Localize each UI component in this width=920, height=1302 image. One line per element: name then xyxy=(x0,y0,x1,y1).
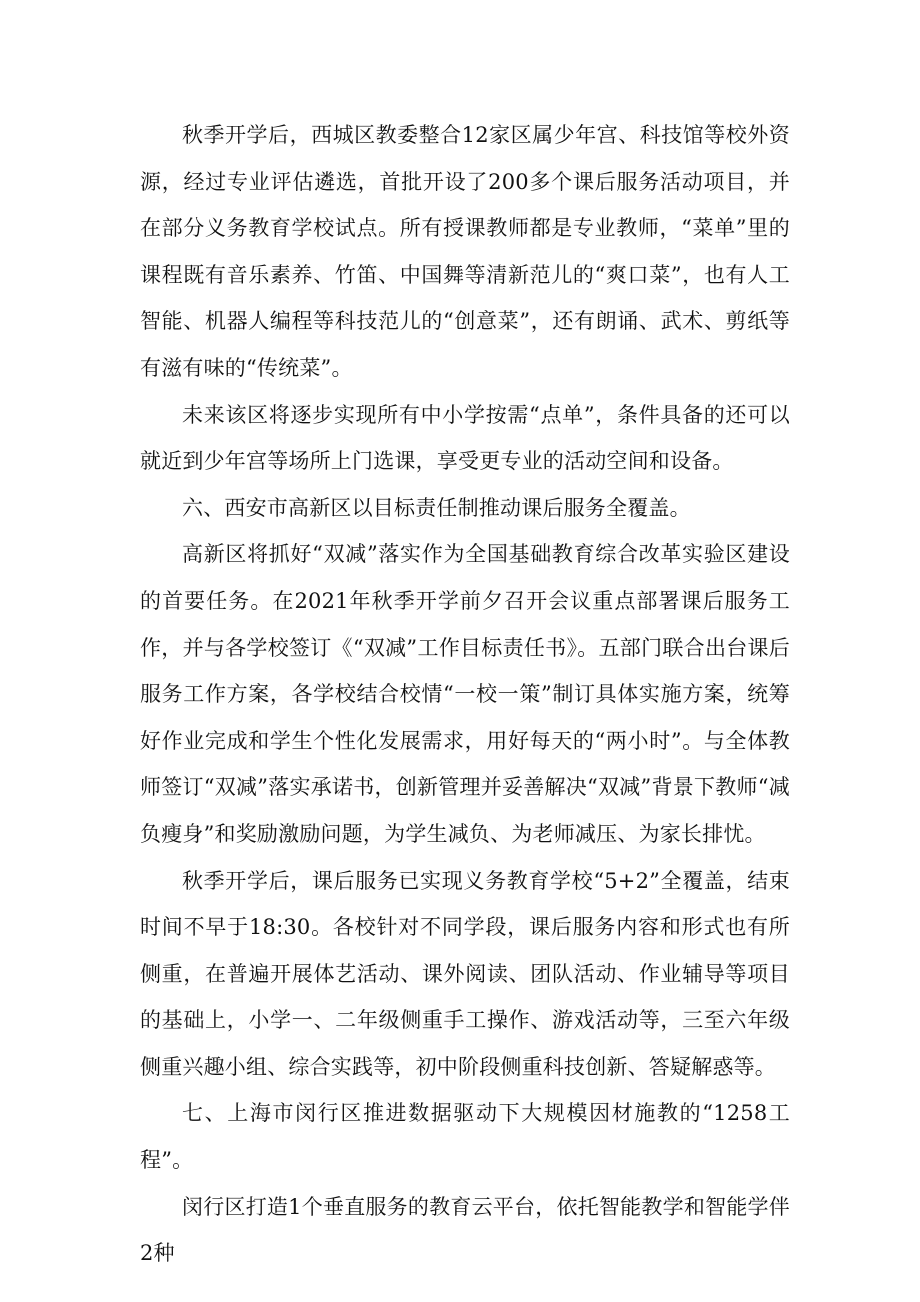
section-heading-xian: 六、西安市高新区以目标责任制推动课后服务全覆盖。 xyxy=(182,495,691,520)
section-heading-minhang: 七、上海市闵行区推进数据驱动下大规模因材施教的“1258工程”。 xyxy=(140,1101,790,1173)
paragraph-minhang-platform: 闵行区打造1个垂直服务的教育云平台，依托智能教学和智能学伴2种 xyxy=(140,1194,790,1266)
paragraph-xian-coverage: 秋季开学后，课后服务已实现义务教育学校“5+2”全覆盖，结束时间不早于18:30。各校针对不同学段，课后服务内容和形式也有所侧重，在普遍开展体艺活动、课外阅读、团队活动、作业辅导等项目的基础上，小学一、二年级侧重手工操作、游戏活动等，三至六年级侧重兴趣小组、综合实践等，初中阶段侧重科技创新、答疑解惑等。 xyxy=(140,868,790,1079)
paragraph-xicheng-future: 未来该区将逐步实现所有中小学按需“点单”，条件具备的还可以就近到少年宫等场所上门选课，享受更专业的活动空间和设备。 xyxy=(140,402,790,474)
paragraph-xian-measures: 高新区将抓好“双减”落实作为全国基础教育综合改革实验区建设的首要任务。在2021年秋季开学前夕召开会议重点部署课后服务工作，并与各学校签订《“双减”工作目标责任书》。五部门联合出台课后服务工作方案，各学校结合校情“一校一策”制订具体实施方案，统筹好作业完成和学生个性化发展需求，用好每天的“两小时”。与全体教师签订“双减”落实承诺书，创新管理并妥善解决“双减”背景下教师“减负瘦身”和奖励激励问题，为学生减负、为老师减压、为家长排忧。 xyxy=(140,542,790,846)
document-body xyxy=(140,112,790,1277)
paragraph-xicheng-resources: 秋季开学后，西城区教委整合12家区属少年宫、科技馆等校外资源，经过专业评估遴选，首批开设了200多个课后服务活动项目，并在部分义务教育学校试点。所有授课教师都是专业教师，“菜单”里的课程既有音乐素养、竹笛、中国舞等清新范儿的“爽口菜”，也有人工智能、机器人编程等科技范儿的“创意菜”，还有朗诵、武术、剪纸等有滋有味的“传统菜”。 xyxy=(140,123,790,380)
